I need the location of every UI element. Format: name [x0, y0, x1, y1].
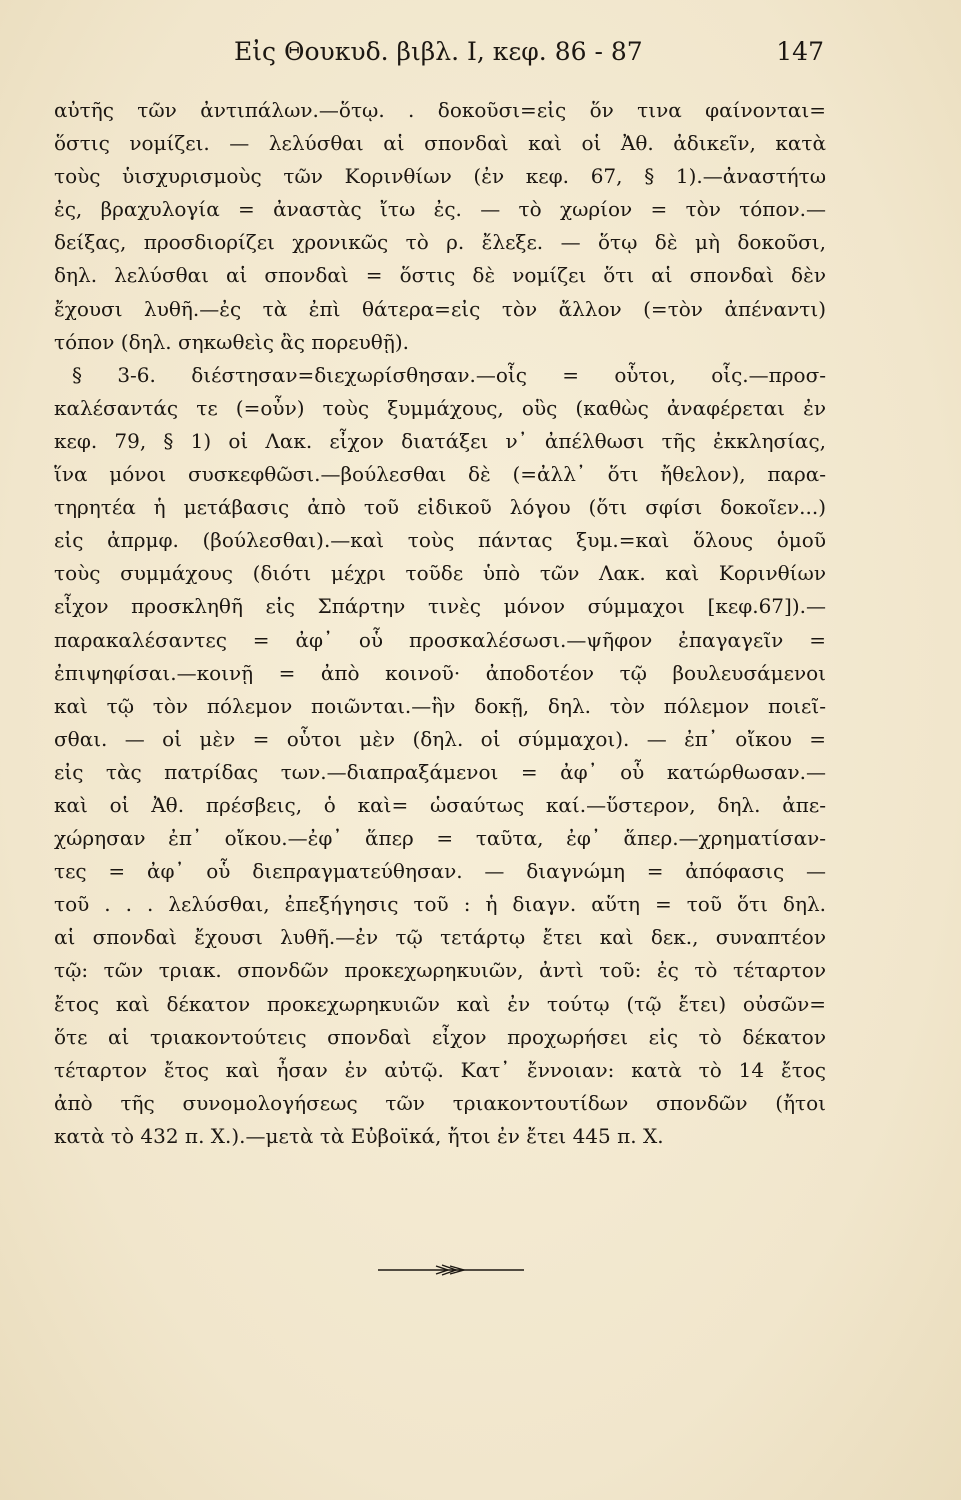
text-line: τες = ἀφ᾽ οὗ διεπραγματεύθησαν. — διαγνώμη = ἀπόφασις — — [54, 859, 826, 884]
text-line: ἐπιψηφίσαι.—κοινῇ = ἀπὸ κοινοῦ· ἀποδοτέον τῷ βουλευσάμενοι — [54, 660, 826, 685]
text-line: καὶ τῷ τὸν πόλεμον ποιῶνται.—ἣν δοκῇ, δηλ. τὸν πόλεμον ποιεῖ- — [54, 693, 826, 718]
text-line: § 3-6. διέστησαν=διεχωρίσθησαν.—οἷς = οὗτοι, οἷς.—προσ- — [72, 362, 826, 387]
text-line: παρακαλέσαντες = ἀφ᾽ οὗ προσκαλέσωσι.—ψῆφον ἐπαγαγεῖν = — [54, 627, 826, 652]
text-line: δείξας, προσδιορίζει χρονικῶς τὸ ρ. ἔλεξε. — ὅτῳ δὲ μὴ δοκοῦσι, — [54, 230, 826, 255]
page-number: 147 — [776, 37, 824, 66]
text-line: ἔχουσι λυθῆ.—ἐς τὰ ἐπὶ θάτερα=εἰς τὸν ἄλλον (=τὸν ἀπέναντι) — [54, 296, 826, 321]
text-line: ὅστις νομίζει. — λελύσθαι αἱ σπονδαὶ καὶ οἱ Ἀθ. ἀδικεῖν, κατὰ — [54, 131, 826, 156]
text-line: τῷ: τῶν τριακ. σπονδῶν προκεχωρηκυιῶν, ἀντὶ τοῦ: ἐς τὸ τέταρτον — [54, 958, 826, 983]
text-line: κεφ. 79, § 1) οἱ Λακ. εἶχον διατάξει ν᾽ ἀπέλθωσι τῆς ἐκκλησίας, — [54, 428, 826, 453]
text-line: καὶ οἱ Ἀθ. πρέσβεις, ὁ καὶ= ὡσαύτως καί.—ὕστερον, δηλ. ἀπε- — [54, 792, 826, 817]
text-line: δηλ. λελύσθαι αἱ σπονδαὶ = ὅστις δὲ νομίζει ὅτι αἱ σπονδαὶ δὲν — [54, 263, 826, 288]
text-line: κατὰ τὸ 432 π. Χ.).—μετὰ τὰ Εὐβοϊκά, ἤτοι ἐν ἔτει 445 π. Χ. — [54, 1123, 664, 1148]
text-line: ἵνα μόνοι συσκεφθῶσι.—βούλεσθαι δὲ (=ἀλλ᾽ ὅτι ἤθελον), παρα- — [54, 462, 826, 487]
text-line: εἰς τὰς πατρίδας των.—διαπραξάμενοι = ἀφ᾽ οὗ κατώρθωσαν.— — [54, 759, 826, 784]
text-line: εἰς ἀπρμφ. (βούλεσθαι).—καὶ τοὺς πάντας ξυμ.=καὶ ὅλους ὁμοῦ — [54, 528, 826, 553]
running-title: Εἰς Θουκυδ. βιβλ. Ι, κεφ. 86 - 87 — [234, 37, 643, 66]
text-line: τηρητέα ἡ μετάβασις ἀπὸ τοῦ εἰδικοῦ λόγου (ὅτι σφίσι δοκοῖεν...) — [54, 495, 826, 520]
end-ornament — [376, 1260, 526, 1280]
text-line: τοὺς συμμάχους (διότι μέχρι τοῦδε ὑπὸ τῶν Λακ. καὶ Κορινθίων — [54, 561, 826, 586]
page-header — [54, 30, 824, 74]
text-line: τόπον (δηλ. σηκωθεὶς ἂς πορευθῇ). — [54, 329, 409, 354]
text-line: καλέσαντάς τε (=οὖν) τοὺς ξυμμάχους, οὓς (καθὼς ἀναφέρεται ἐν — [54, 395, 826, 420]
text-line: τοὺς ὑισχυρισμοὺς τῶν Κορινθίων (ἐν κεφ. 67, § 1).—ἀναστήτω — [54, 164, 826, 189]
text-line: χώρησαν ἐπ᾽ οἴκου.—ἐφ᾽ ἅπερ = ταῦτα, ἐφ᾽ ἅπερ.—χρηματίσαν- — [54, 826, 826, 851]
text-line: τέταρτον ἔτος καὶ ἦσαν ἐν αὐτῷ. Κατ᾽ ἔννοιαν: κατὰ τὸ 14 ἔτος — [54, 1057, 826, 1082]
text-line: ὅτε αἱ τριακοντούτεις σπονδαὶ εἶχον προχωρήσει εἰς τὸ δέκατον — [54, 1024, 826, 1049]
text-line: σθαι. — οἱ μὲν = οὗτοι μὲν (δηλ. οἱ σύμμαχοι). — ἐπ᾽ οἴκου = — [54, 726, 826, 751]
text-line: εἶχον προσκληθῆ εἰς Σπάρτην τινὲς μόνον σύμμαχοι [κεφ.67]).— — [54, 594, 826, 619]
text-line: τοῦ . . . λελύσθαι, ἐπεξήγησις τοῦ : ἡ διαγν. αὕτη = τοῦ ὅτι δηλ. — [54, 892, 826, 917]
text-line: ἐς, βραχυλογία = ἀναστὰς ἴτω ἐς. — τὸ χωρίον = τὸν τόπον.— — [54, 197, 826, 222]
text-line: αἱ σπονδαὶ ἔχουσι λυθῆ.—ἐν τῷ τετάρτῳ ἔτει καὶ δεκ., συναπτέον — [54, 925, 826, 950]
commentary-text — [54, 94, 826, 1153]
text-line: ἀπὸ τῆς συνομολογήσεως τῶν τριακοντουτίδων σπονδῶν (ἤτοι — [54, 1090, 826, 1115]
text-line: αὐτῆς τῶν ἀντιπάλων.—ὅτῳ. . δοκοῦσι=εἰς ὅν τινα φαίνονται= — [54, 98, 826, 122]
text-line: ἔτος καὶ δέκατον προκεχωρηκυιῶν καὶ ἐν τούτῳ (τῷ ἔτει) οὐσῶν= — [54, 991, 826, 1016]
